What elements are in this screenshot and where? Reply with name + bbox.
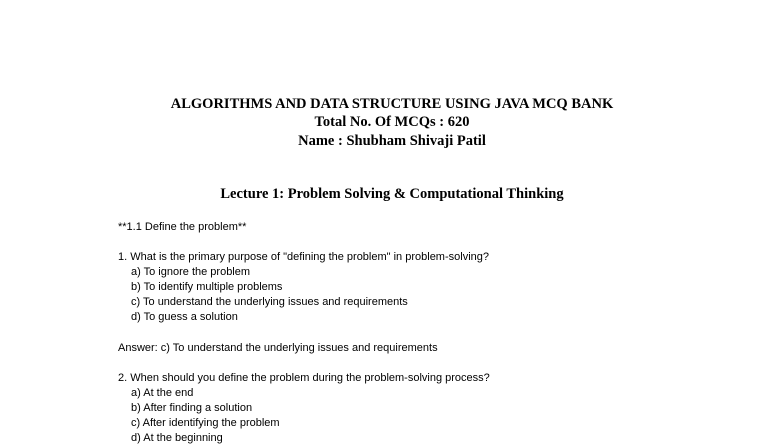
question-2: 2. When should you define the problem during the problem-solving process?: [118, 372, 490, 384]
author-name: Name : Shubham Shivaji Patil: [298, 133, 486, 149]
question-2-option-c: c) After identifying the problem: [131, 417, 280, 429]
question-2-option-b: b) After finding a solution: [131, 402, 253, 414]
question-1-option-d: d) To guess a solution: [131, 311, 238, 323]
question-1-option-a: a) To ignore the problem: [131, 266, 251, 278]
question-1-option-b: b) To identify multiple problems: [131, 281, 283, 293]
question-2-option-d: d) At the beginning: [131, 432, 223, 444]
question-2-option-a: a) At the end: [131, 387, 194, 399]
total-mcqs: Total No. Of MCQs : 620: [314, 114, 470, 130]
lecture-title: Lecture 1: Problem Solving & Computational Thinking: [220, 186, 564, 202]
document-title: ALGORITHMS AND DATA STRUCTURE USING JAVA MCQ BANK: [170, 96, 614, 112]
question-1: 1. What is the primary purpose of "defining the problem" in problem-solving?: [118, 251, 489, 263]
question-1-option-c: c) To understand the underlying issues and requirements: [131, 296, 408, 308]
section-heading: **1.1 Define the problem**: [118, 221, 247, 233]
question-1-answer: Answer: c) To understand the underlying issues and requirements: [118, 342, 438, 354]
